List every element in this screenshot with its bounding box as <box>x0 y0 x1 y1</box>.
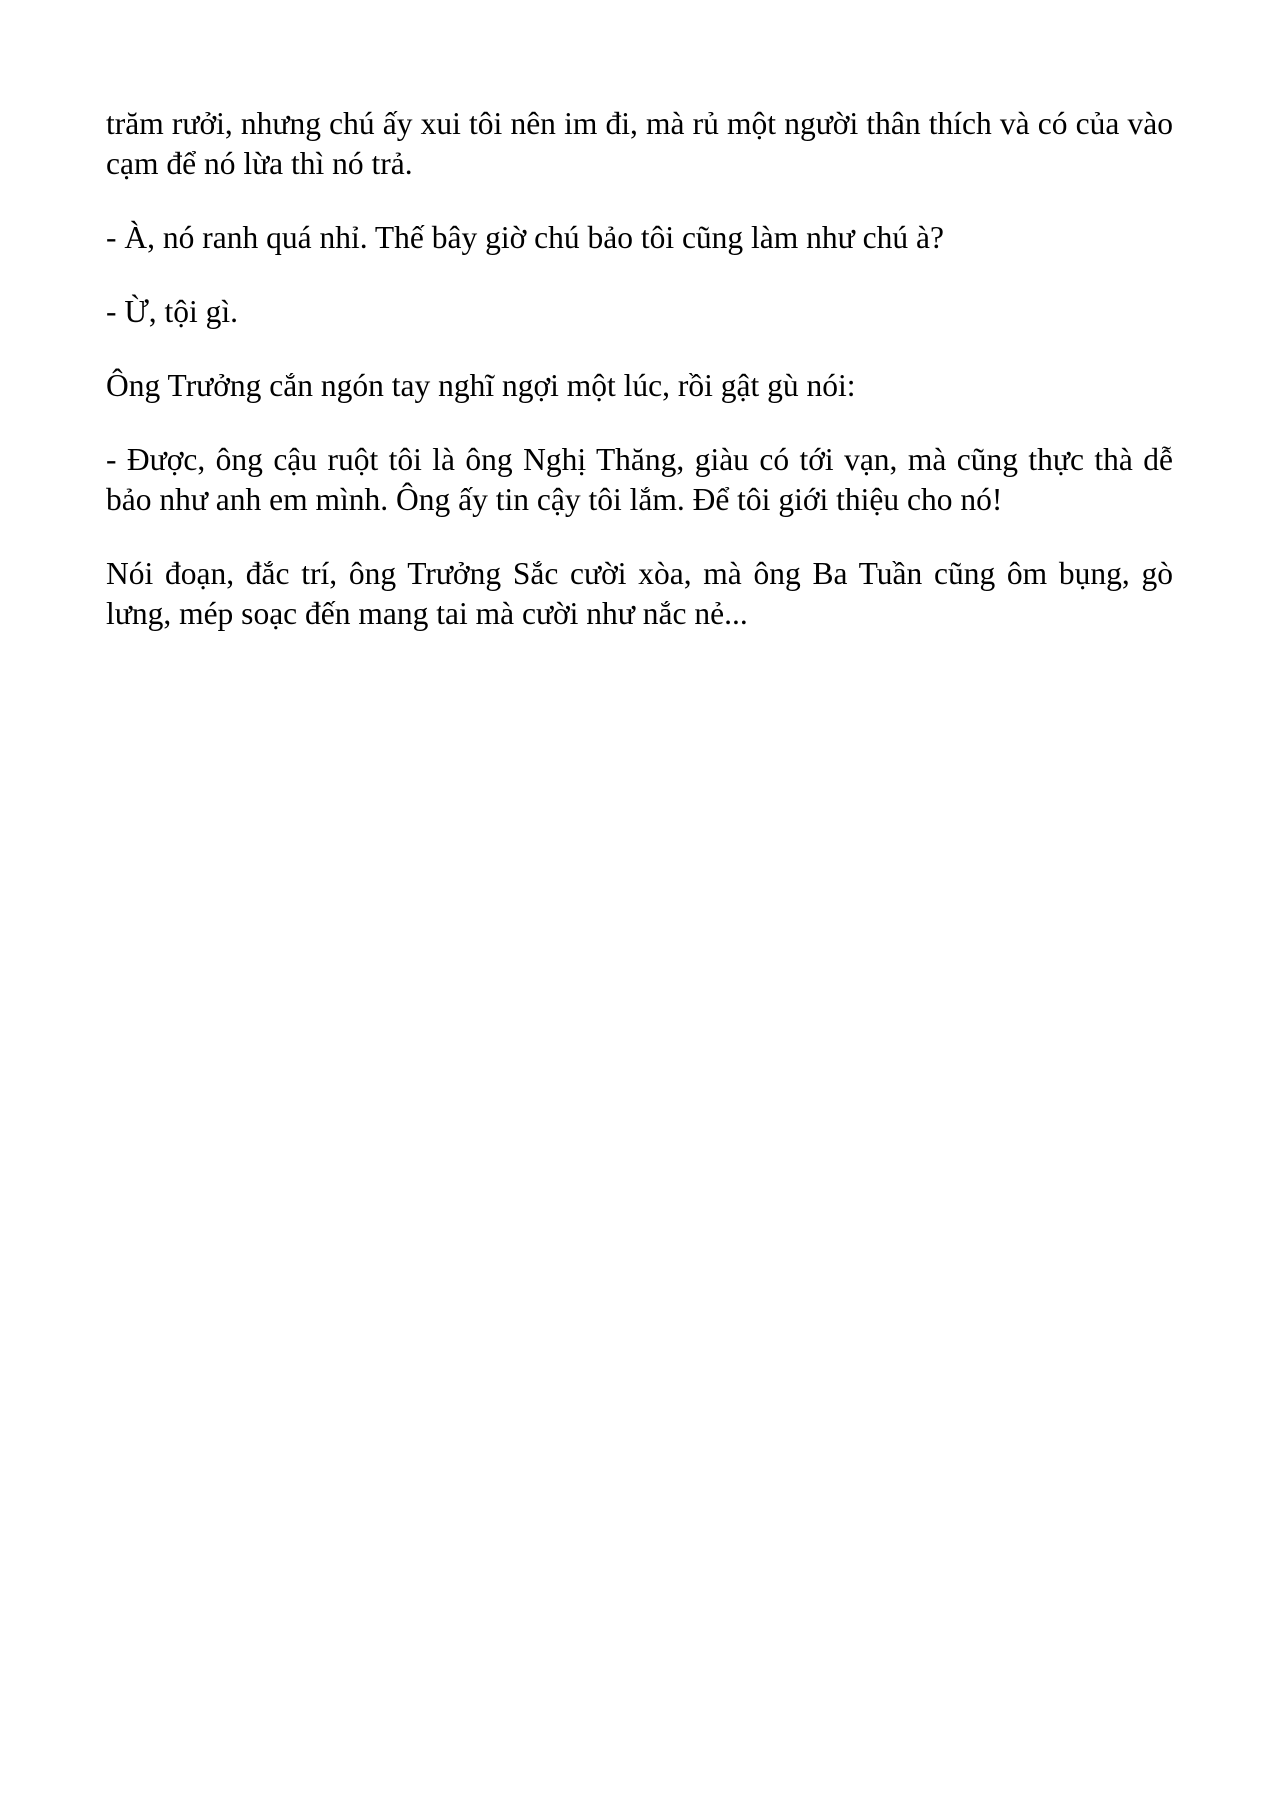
paragraph-5: - Được, ông cậu ruột tôi là ông Nghị Thăng, giàu có tới vạn, mà cũng thực thà dễ bảo như anh em mình. Ông ấy tin cậy tôi lắm. Để tôi giới thiệu cho nó! <box>106 442 1173 517</box>
paragraph-3: - Ừ, tội gì. <box>106 294 239 329</box>
paragraph-1: trăm rưởi, nhưng chú ấy xui tôi nên im đi, mà rủ một người thân thích và có của vào cạm để nó lừa thì nó trả. <box>106 106 1173 181</box>
paragraph-6: Nói đoạn, đắc trí, ông Trưởng Sắc cười xòa, mà ông Ba Tuần cũng ôm bụng, gò lưng, mép soạc đến mang tai mà cười như nắc nẻ... <box>106 556 1173 631</box>
paragraph-4: Ông Trưởng cắn ngón tay nghĩ ngợi một lúc, rồi gật gù nói: <box>106 368 856 403</box>
paragraph-2: - À, nó ranh quá nhỉ. Thế bây giờ chú bảo tôi cũng làm như chú à? <box>106 220 944 255</box>
document-page <box>106 104 1173 668</box>
